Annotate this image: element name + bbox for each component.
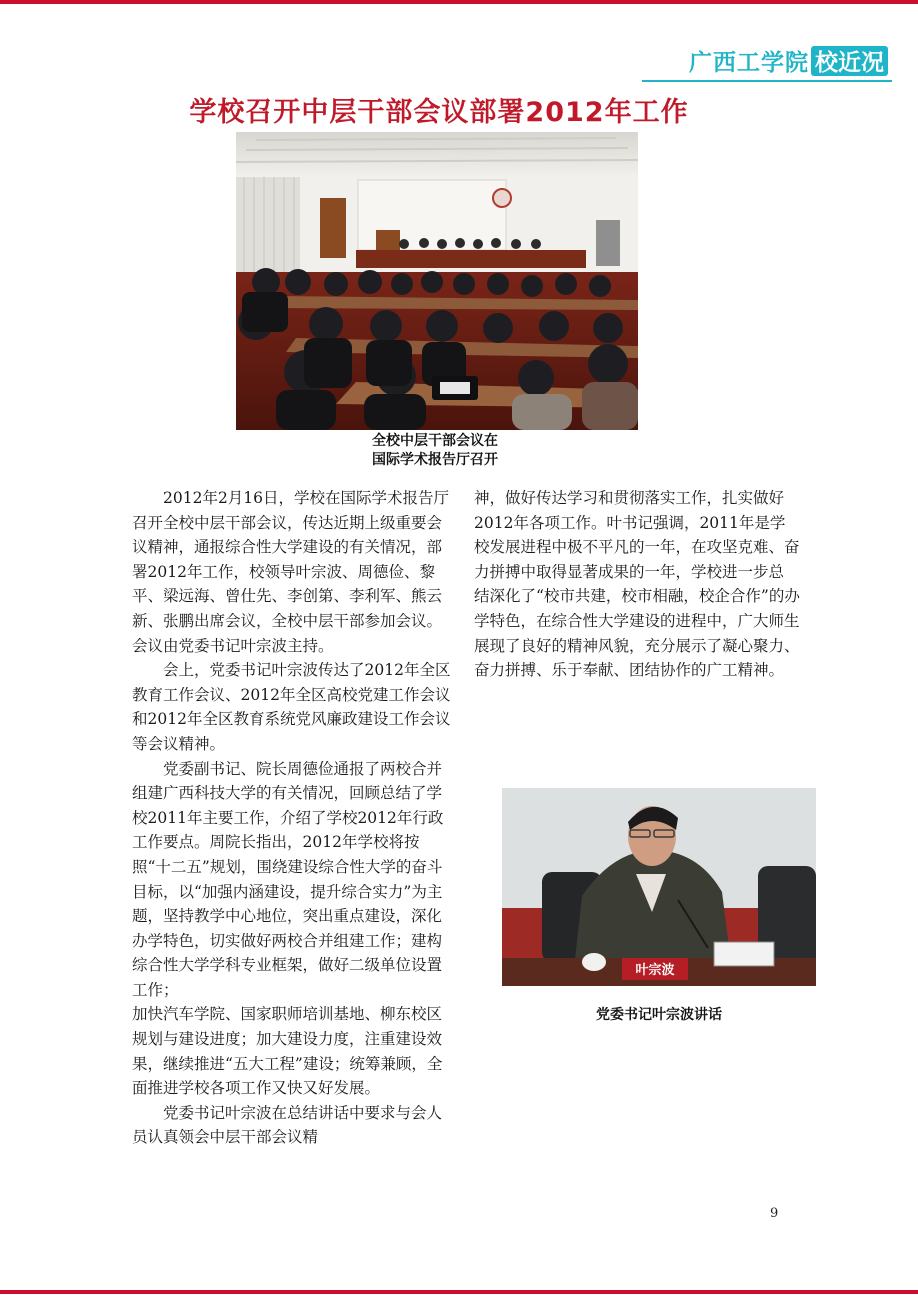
article-title: 学校召开中层干部会议部署2012年工作: [189, 97, 689, 128]
header-school-name: 广西工学院: [689, 50, 809, 76]
photo2-caption: 党委书记叶宗波讲话: [596, 1007, 722, 1023]
left-text-column: [132, 486, 452, 1150]
photo1-caption-line1: 全校中层干部会议在: [372, 433, 498, 449]
paragraph-4: 党委书记叶宗波在总结讲话中要求与会人员认真领会中层干部会议精: [132, 1103, 443, 1147]
running-header: [689, 44, 888, 77]
speaker-photo: [502, 788, 816, 986]
photo1-caption-line2: 国际学术报告厅召开: [372, 452, 498, 468]
bottom-red-rule: [0, 1290, 918, 1294]
page-number: 9: [770, 1206, 779, 1221]
right-text-column: [474, 486, 800, 683]
header-underline: [642, 80, 892, 82]
speaker-nameplate: 叶宗波: [635, 963, 675, 978]
paragraph-3-continued: 加快汽车学院、国家职师培训基地、柳东校区规划与建设进度；加大建设力度，注重建设效果，继续推进“五大工程”建设；统筹兼顾，全面推进学校各项工作又快又好发展。: [132, 1005, 443, 1098]
paragraph-1: 2012年2月16日，学校在国际学术报告厅召开全校中层干部会议，传达近期上级重要会议精神，通报综合性大学建设的有关情况，部署2012年工作，校领导叶宗波、周德俭、黎平、梁远海、曾仕先、李创第、李利军、熊云新、张鹏出席会议，全校中层干部参加会议。会议由党委书记叶宗波主持。: [132, 489, 450, 655]
paragraph-3: 党委副书记、院长周德俭通报了两校合并组建广西科技大学的有关情况，回顾总结了学校2011年主要工作，介绍了学校2012年行政工作要点。周院长指出，2012年学校将按照“十二五”规划，围绕建设综合性大学的奋斗目标，以“加强内涵建设，提升综合实力”为主题，坚持教学中心地位，突出重点建设，深化办学特色，切实做好两校合并组建工作；建构综合性大学学科专业框架，做好二级单位设置工作；: [132, 759, 444, 999]
meeting-hall-photo: [236, 132, 638, 430]
header-column-name: 校近况: [811, 46, 888, 76]
photo1-caption: [280, 432, 590, 470]
paragraph-2: 会上，党委书记叶宗波传达了2012年全区教育工作会议、2012年全区高校党建工作会议和2012年全区教育系统党风廉政建设工作会议等会议精神。: [132, 661, 451, 753]
paragraph-4-continued-2: 结深化了“校市共建，校市相融，校企合作”的办学特色，在综合性大学建设的进程中，广大师生展现了良好的精神风貌，充分展示了凝心聚力、奋力拼搏、乐于奉献、团结协作的广工精神。: [474, 587, 800, 680]
paragraph-4-continued: 神，做好传达学习和贯彻落实工作，扎实做好2012年各项工作。叶书记强调，2011年是学校发展进程中极不平凡的一年，在攻坚克难、奋力拼搏中取得显著成果的一年，学校进一步总: [474, 489, 800, 581]
top-red-rule: [0, 0, 918, 4]
